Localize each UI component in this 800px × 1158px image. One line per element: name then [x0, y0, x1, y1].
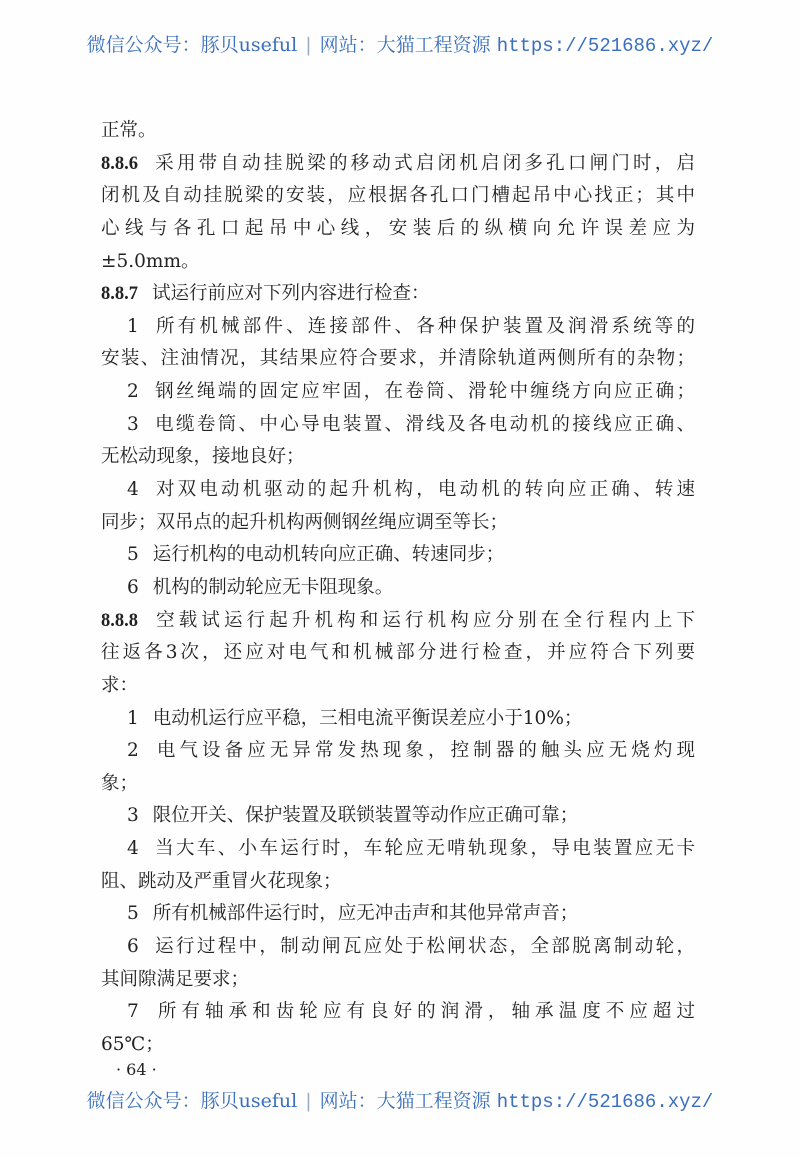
page-number: · 64 · [116, 1060, 157, 1079]
clause-number: 8.8.8 [101, 610, 138, 631]
item-number: 7 [127, 1001, 139, 1023]
item-text: 电缆卷筒、中心导电装置、滑线及各电动机的接线应正确、 [152, 413, 695, 435]
document-body [101, 115, 695, 1062]
list-item [101, 572, 695, 605]
text-line: 无松动现象，接地良好； [101, 446, 305, 468]
clause-text: 采用带自动挂脱梁的移动式启闭机启闭多孔口闸门时，启 [152, 152, 695, 174]
clause-text: 试运行前应对下列内容进行检查： [152, 283, 430, 305]
text-line: 安装、注油情况，其结果应符合要求，并清除轨道两侧所有的杂物； [101, 348, 695, 370]
clause-number: 8.8.6 [101, 153, 138, 174]
item-text: 运行机构的电动机转向应正确、转速同步； [152, 544, 505, 566]
item-text: 所有机械部件、连接部件、各种保护装置及润滑系统等的 [152, 315, 695, 337]
item-text: 对双电动机驱动的起升机构，电动机的转向应正确、转速 [152, 479, 695, 501]
text-line: 象； [101, 772, 139, 794]
watermark-separator: | [305, 34, 312, 56]
item-text: 限位开关、保护装置及联锁装置等动作应正确可靠； [152, 805, 579, 827]
text-line: 求： [101, 674, 139, 696]
list-item [101, 898, 695, 931]
list-item [101, 311, 695, 344]
text-line: 同步；双吊点的起升机构两侧钢丝绳应调至等长； [101, 511, 509, 533]
item-number: 2 [127, 740, 139, 762]
item-number: 1 [127, 707, 139, 729]
text-line: ±5.0mm。 [101, 250, 200, 272]
item-text: 所有机械部件运行时，应无冲击声和其他异常声音； [152, 903, 579, 925]
item-number: 4 [127, 479, 139, 501]
clause-number: 8.8.7 [101, 284, 138, 305]
item-text: 所有轴承和齿轮应有良好的润滑，轴承温度不应超过 [152, 1001, 695, 1023]
list-item [101, 703, 695, 736]
text-line: 心线与各孔口起吊中心线，安装后的纵横向允许误差应为 [101, 217, 695, 239]
text-line: 其间隙满足要求； [101, 968, 250, 990]
item-number: 6 [127, 936, 139, 958]
list-item [101, 996, 695, 1029]
watermark-top [0, 30, 800, 57]
item-number: 5 [127, 544, 139, 566]
item-number: 2 [127, 381, 139, 403]
clause-8-8-8 [101, 605, 695, 638]
watermark-url[interactable]: https://521686.xyz/ [496, 1091, 714, 1113]
clause-8-8-6 [101, 148, 695, 181]
list-item [101, 833, 695, 866]
text-line: 闭机及自动挂脱梁的安装，应根据各孔口门槽起吊中心找正；其中 [101, 185, 695, 207]
item-text: 电动机运行应平稳，三相电流平衡误差应小于10%； [152, 707, 583, 729]
list-item [101, 474, 695, 507]
item-number: 3 [127, 805, 139, 827]
text-line: 正常。 [101, 120, 157, 141]
list-item [101, 376, 695, 409]
watermark-site: 网站：大猫工程资源 [319, 1090, 491, 1112]
watermark-bottom [0, 1086, 800, 1113]
text-line: 往返各3次，还应对电气和机械部分进行检查，并应符合下列要 [101, 642, 695, 664]
watermark-separator: | [305, 1090, 312, 1112]
watermark-url[interactable]: https://521686.xyz/ [496, 35, 714, 57]
item-number: 4 [127, 838, 139, 860]
item-text: 当大车、小车运行时，车轮应无啃轨现象，导电装置应无卡 [152, 838, 695, 860]
watermark-wechat: 微信公众号：豚贝useful [86, 1090, 298, 1112]
item-text: 运行过程中，制动闸瓦应处于松闸状态，全部脱离制动轮， [152, 936, 695, 958]
watermark-site: 网站：大猫工程资源 [319, 34, 491, 56]
list-item [101, 800, 695, 833]
list-item [101, 931, 695, 964]
text-line: 阻、跳动及严重冒火花现象； [101, 870, 342, 892]
clause-8-8-7 [101, 278, 695, 311]
clause-text: 空载试运行起升机构和运行机构应分别在全行程内上下 [152, 609, 695, 631]
list-item [101, 735, 695, 768]
list-item [101, 539, 695, 572]
item-number: 5 [127, 903, 139, 925]
item-text: 钢丝绳端的固定应牢固，在卷筒、滑轮中缠绕方向应正确； [152, 381, 695, 403]
text-line: 65℃； [101, 1033, 164, 1055]
watermark-wechat: 微信公众号：豚贝useful [86, 34, 298, 56]
list-item [101, 409, 695, 442]
item-number: 6 [127, 576, 139, 598]
item-text: 机构的制动轮应无卡阻现象。 [152, 576, 394, 598]
item-number: 1 [127, 315, 139, 337]
item-number: 3 [127, 413, 139, 435]
item-text: 电气设备应无异常发热现象，控制器的触头应无烧灼现 [152, 740, 695, 762]
